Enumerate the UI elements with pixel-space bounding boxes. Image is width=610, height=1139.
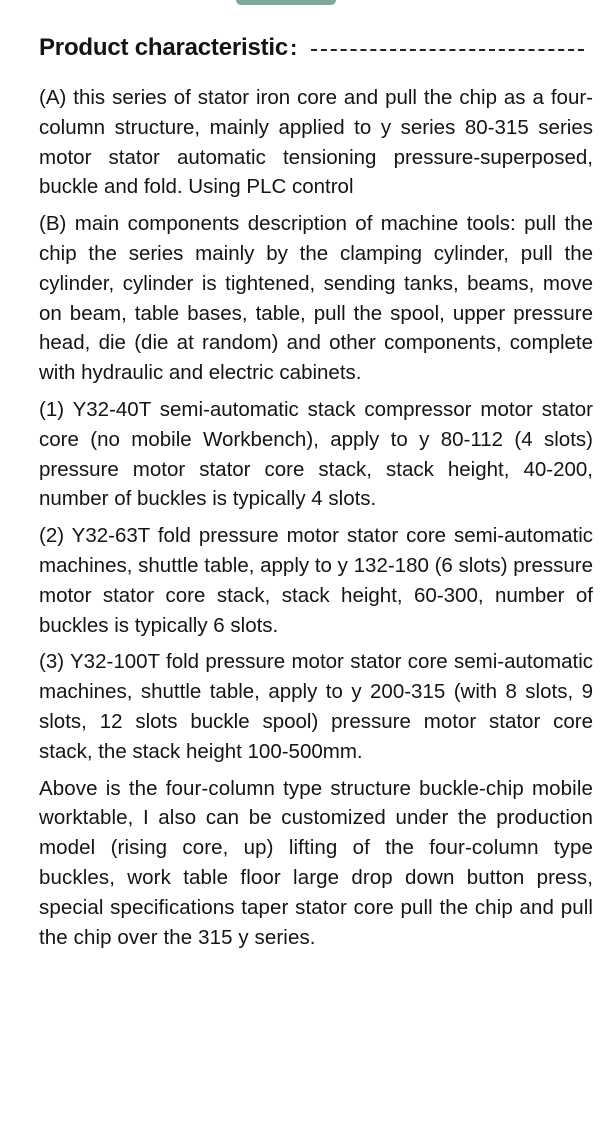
paragraph-item-1: (1) Y32-40T semi-automatic stack compressor motor stator core (no mobile Workbench), apply to y 80-112 (4 slots) pressure motor stator core stack, stack height, 40-200, number of buckles is typically 4 slots. <box>39 397 593 511</box>
dashed-divider <box>311 49 584 51</box>
paragraph-item-3: (3) Y32-100T fold pressure motor stator core semi-automatic machines, shuttle table, apply to y 200-315 (with 8 slots, 9 slots, 12 slots buckle spool) pressure motor stator core stack, the stack height 100-500mm. <box>39 650 593 763</box>
top-decorative-accent <box>236 0 336 5</box>
section-title: Product characteristic <box>39 34 289 61</box>
paragraph-a: (A) this series of stator iron core and pull the chip as a four-column structure, mainly applied to y series 80-315 series motor stator automatic tensioning pressure-superposed, buckle and fold. Using PLC control <box>39 86 593 199</box>
paragraph-summary: Above is the four-column type structure buckle-chip mobile worktable, I also can be customized under the production model (rising core, up) lifting of the four-column type buckles, work table floor large drop down button press, special specifications taper stator core pull the chip and pull the chip over the 315 y series. <box>39 776 593 949</box>
section-header <box>39 30 584 66</box>
section-title-colon: : <box>290 35 298 60</box>
characteristics-body <box>39 83 593 959</box>
paragraph-b: (B) main components description of machine tools: pull the chip the series mainly by the clamping cylinder, pull the cylinder, cylinder is tightened, sending tanks, beams, move on beam, table bases, table, pull the spool, upper pressure head, die (die at random) and other components, complete with hydraulic and electric cabinets. <box>39 212 593 385</box>
paragraph-item-2: (2) Y32-63T fold pressure motor stator core semi-automatic machines, shuttle table, apply to y 132-180 (6 slots) pressure motor stator core stack, stack height, 60-300, number of buckles is typically 6 slots. <box>39 524 593 637</box>
